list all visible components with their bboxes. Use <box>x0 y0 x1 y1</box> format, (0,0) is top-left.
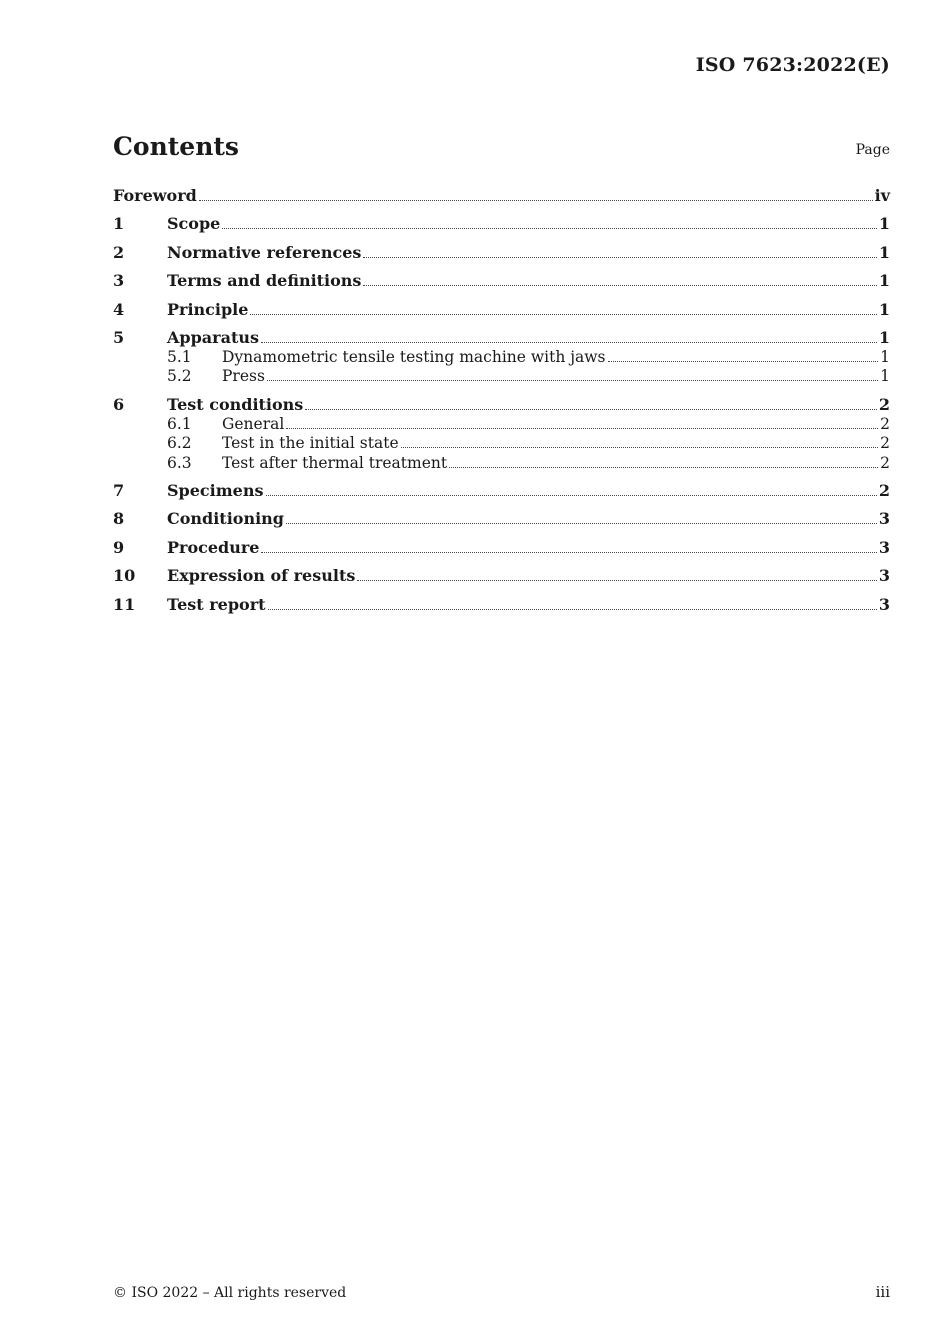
toc-entry-number: 10 <box>113 566 136 585</box>
page-column-label: Page <box>855 142 890 158</box>
toc-entry-page: 3 <box>878 566 890 585</box>
dot-leader <box>608 360 879 362</box>
dot-leader <box>286 427 878 429</box>
toc-entry-number: 6 <box>113 395 125 414</box>
toc-entry-page: 1 <box>880 367 890 385</box>
dot-leader <box>363 256 876 258</box>
dot-leader <box>222 227 877 229</box>
toc-entry-title: Specimens <box>167 481 264 500</box>
toc-entry-number: 9 <box>113 538 125 557</box>
dot-leader <box>250 313 876 315</box>
toc-entry-tensile-testing-machine[interactable] <box>113 347 890 367</box>
toc-entry-test-conditions[interactable] <box>113 395 890 415</box>
toc-entry-title: Conditioning <box>167 509 284 528</box>
toc-entry-number: 5.2 <box>167 367 192 385</box>
toc-entry-apparatus[interactable] <box>113 328 890 348</box>
toc-entry-page: 1 <box>878 271 890 290</box>
toc-entry-title: Press <box>222 367 265 385</box>
toc-entry-page: 3 <box>878 538 890 557</box>
dot-leader <box>261 341 877 343</box>
contents-title: Contents <box>113 132 240 161</box>
toc-entry-page: 2 <box>880 434 890 452</box>
toc-entry-title: Scope <box>167 214 221 233</box>
toc-entry-number: 8 <box>113 509 125 528</box>
toc-entry-procedure[interactable] <box>113 538 890 558</box>
toc-entry-title: Dynamometric tensile testing machine with jaws <box>222 348 606 366</box>
toc-entry-number: 3 <box>113 271 125 290</box>
toc-entry-test-after-thermal-treatment[interactable] <box>113 453 890 473</box>
document-id: ISO 7623:2022(E) <box>695 54 890 76</box>
dot-leader <box>363 284 876 286</box>
dot-leader <box>401 446 878 448</box>
toc-entry-test-initial-state[interactable] <box>113 433 890 453</box>
toc-entry-page: 3 <box>878 595 890 614</box>
dot-leader <box>286 522 877 524</box>
toc-entry-title: Expression of results <box>167 566 356 585</box>
dot-leader <box>267 379 878 381</box>
toc-entry-press[interactable] <box>113 366 890 386</box>
toc-entry-title: Test after thermal treatment <box>222 454 448 472</box>
toc-entry-number: 11 <box>113 595 136 614</box>
page-number: iii <box>875 1283 890 1301</box>
toc-entry-conditioning[interactable] <box>113 509 890 529</box>
toc-entry-title: Test conditions <box>167 395 304 414</box>
toc-entry-principle[interactable] <box>113 300 890 320</box>
toc-entry-number: 1 <box>113 214 125 233</box>
toc-entry-test-report[interactable] <box>113 595 890 615</box>
toc-entry-number: 6.2 <box>167 434 192 452</box>
toc-entry-title: Normative references <box>167 243 362 262</box>
toc-entry-title: Test report <box>167 595 266 614</box>
toc-entry-title: Apparatus <box>167 328 259 347</box>
toc-entry-title: General <box>222 415 285 433</box>
toc-entry-page: 1 <box>878 300 890 319</box>
dot-leader <box>305 408 877 410</box>
dot-leader <box>357 579 877 581</box>
dot-leader <box>268 608 877 610</box>
toc-entry-normative-references[interactable] <box>113 243 890 263</box>
toc-entry-title: Terms and definitions <box>167 271 362 290</box>
toc-entry-specimens[interactable] <box>113 481 890 501</box>
toc-entry-title: Foreword <box>113 186 197 205</box>
toc-entry-title: Principle <box>167 300 249 319</box>
toc-entry-title: Test in the initial state <box>222 434 399 452</box>
toc-entry-general[interactable] <box>113 414 890 434</box>
toc-entry-page: iv <box>874 186 890 205</box>
toc-entry-page: 3 <box>878 509 890 528</box>
toc-entry-page: 2 <box>880 415 890 433</box>
toc-entry-page: 1 <box>878 328 890 347</box>
toc-entry-number: 6.3 <box>167 454 192 472</box>
toc-entry-page: 2 <box>880 454 890 472</box>
toc-entry-scope[interactable] <box>113 214 890 234</box>
toc-entry-terms-and-definitions[interactable] <box>113 271 890 291</box>
dot-leader <box>449 466 878 468</box>
toc-entry-number: 5 <box>113 328 125 347</box>
toc-entry-number: 5.1 <box>167 348 192 366</box>
dot-leader <box>261 551 876 553</box>
toc-entry-foreword[interactable] <box>113 186 890 206</box>
toc-entry-page: 1 <box>878 243 890 262</box>
toc-entry-number: 6.1 <box>167 415 192 433</box>
toc-entry-page: 1 <box>878 214 890 233</box>
dot-leader <box>199 199 873 201</box>
toc-entry-number: 7 <box>113 481 125 500</box>
toc-entry-title: Procedure <box>167 538 260 557</box>
copyright-notice: © ISO 2022 – All rights reserved <box>113 1285 347 1301</box>
toc-entry-expression-of-results[interactable] <box>113 566 890 586</box>
toc-entry-number: 4 <box>113 300 125 319</box>
toc-entry-page: 2 <box>878 481 890 500</box>
toc-entry-page: 2 <box>878 395 890 414</box>
toc-entry-number: 2 <box>113 243 125 262</box>
dot-leader <box>266 494 877 496</box>
toc-entry-page: 1 <box>880 348 890 366</box>
